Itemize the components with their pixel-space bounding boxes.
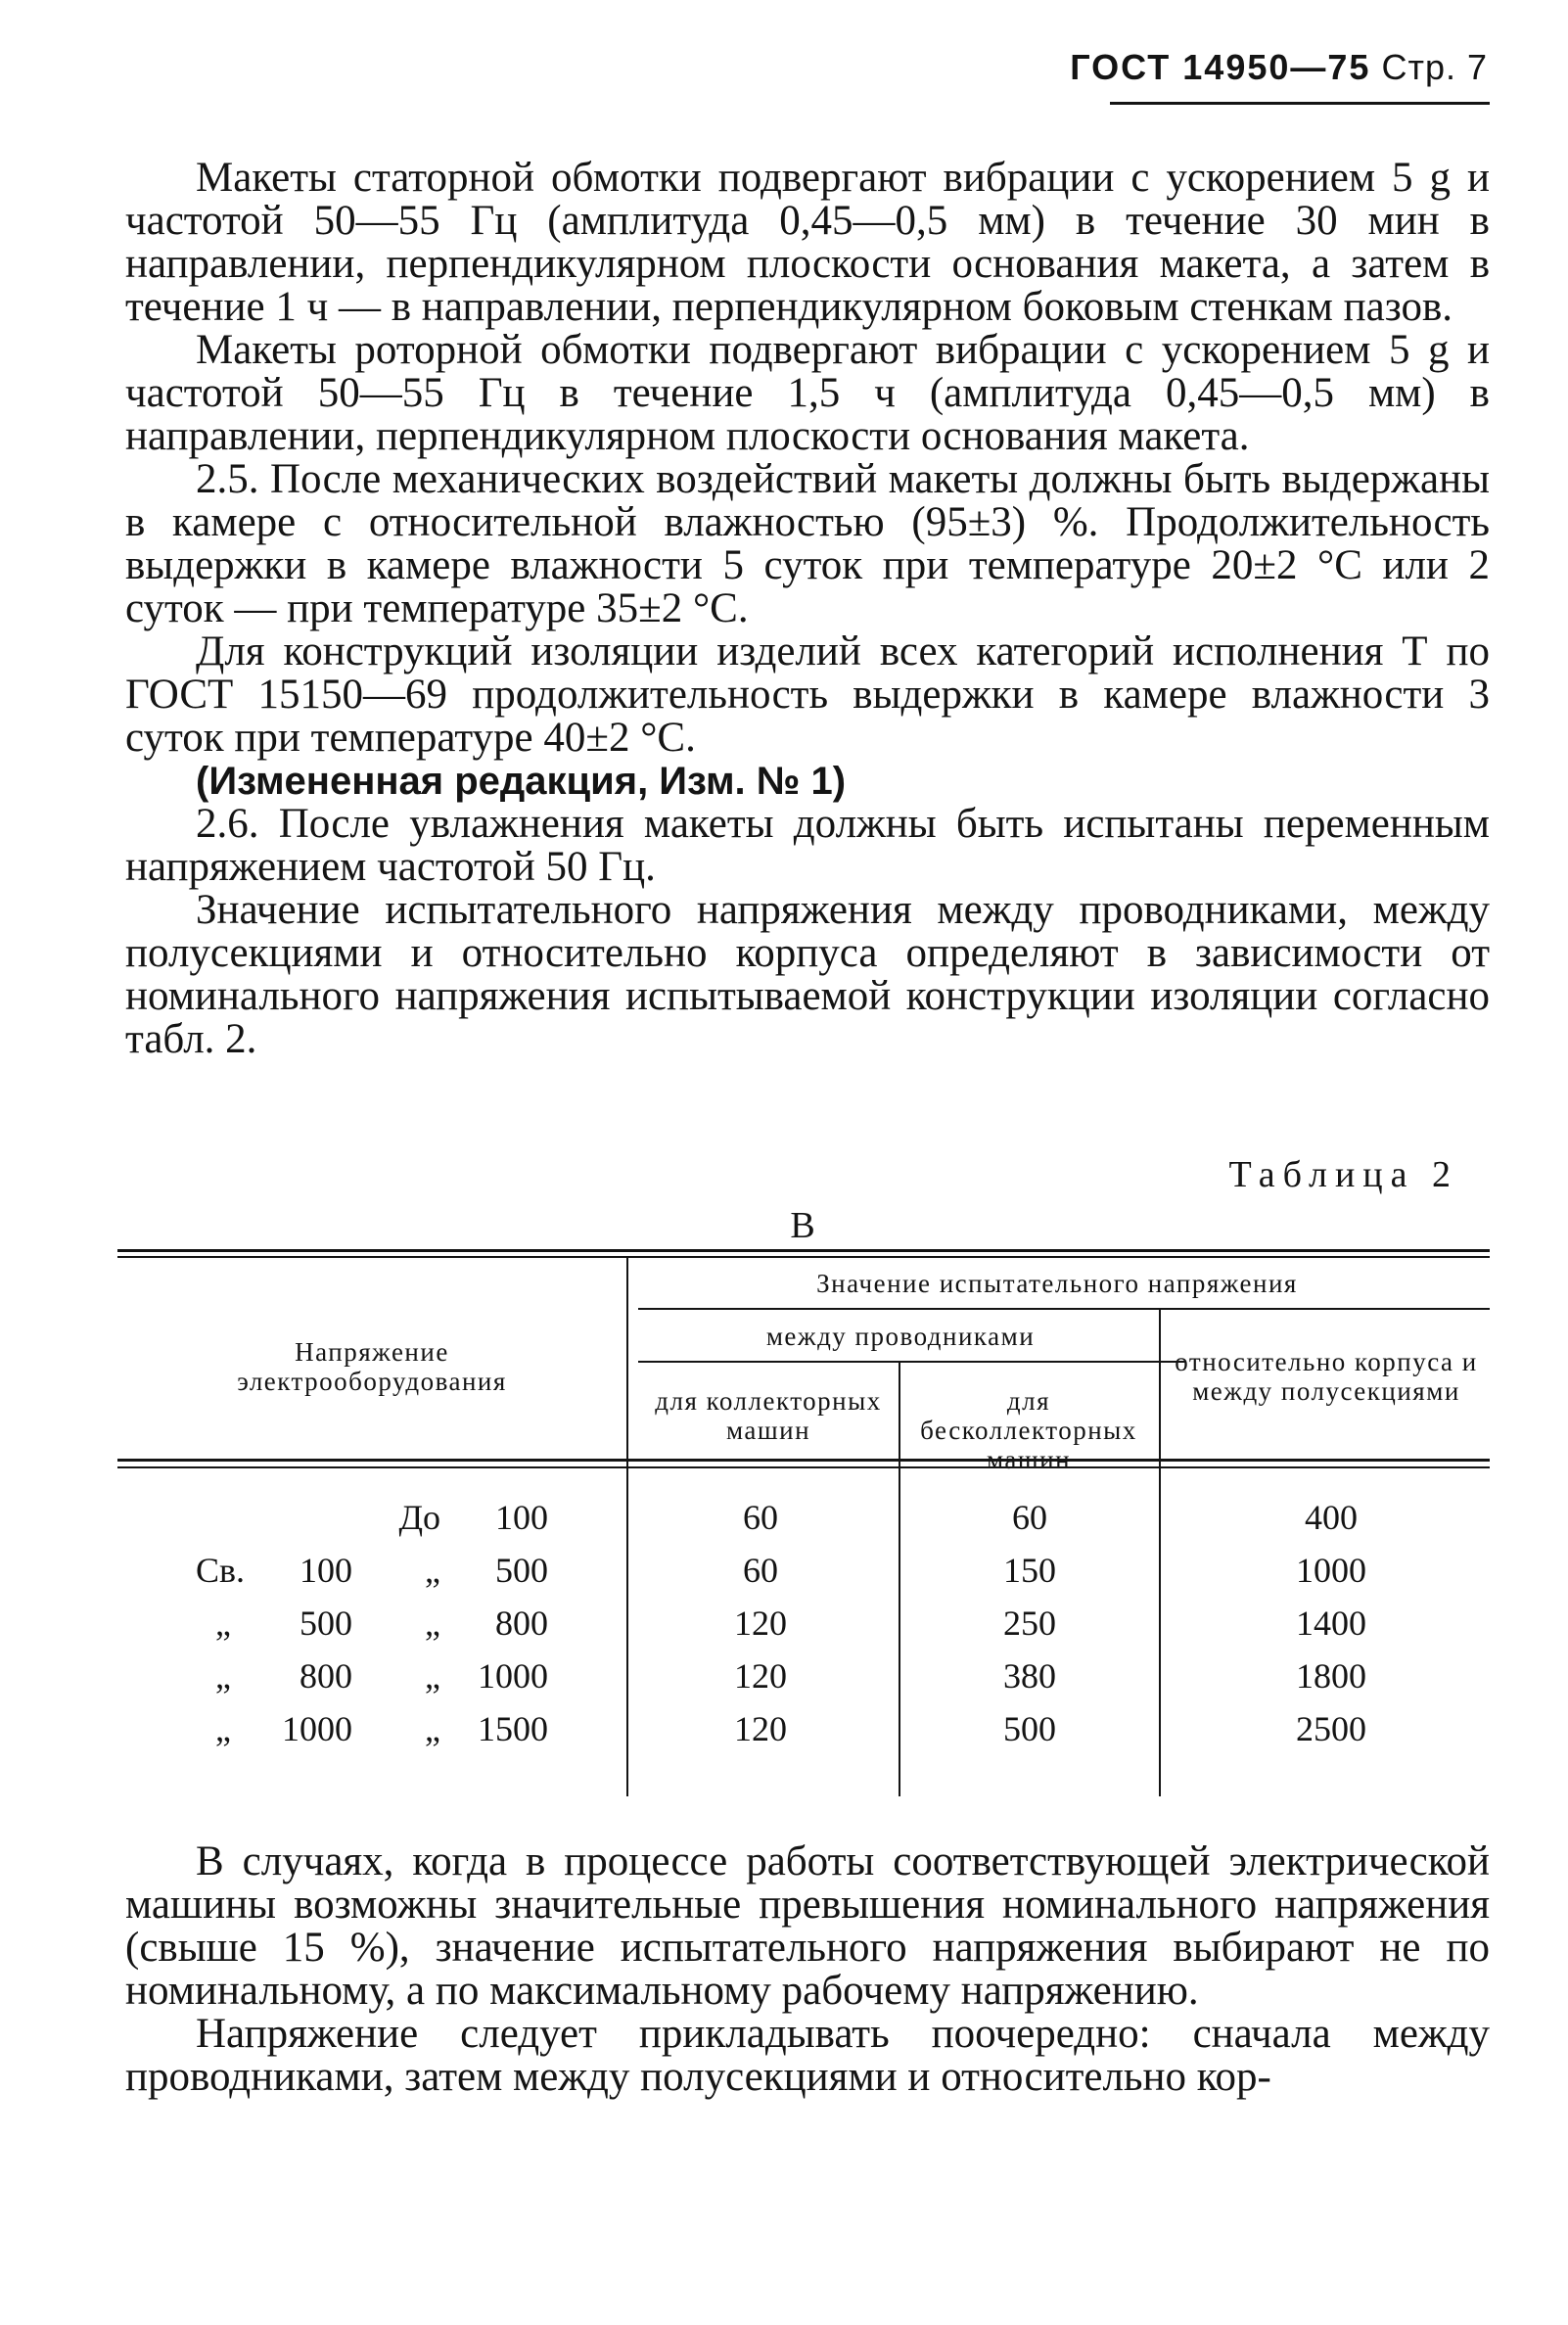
table-top-rule-inner [117,1256,1490,1258]
header-housing: относительно корпуса и между полусекциями [1175,1347,1478,1406]
cell-brushless: 380 [1003,1656,1056,1696]
row-to: 500 [495,1551,548,1590]
running-header [1057,47,1488,88]
header-test-value: Значение испытательного напряжения [816,1269,1298,1298]
test-voltage-table [117,1249,1490,1807]
cell-collector: 60 [743,1551,778,1590]
cell-housing: 1800 [1296,1656,1366,1696]
row-ditto: „ [425,1551,440,1590]
row-to: 1500 [478,1709,548,1748]
paragraph: Значение испытательного напряжения между проводниками, между полусекциями и относительно корпуса определяют в зависимости от номинального напряжения испытываемой конструкции изоляции согласно табл. 2. [125,887,1490,1062]
table-units: В [790,1205,815,1246]
header-bottom-rule-inner [117,1466,1490,1468]
paragraph: Макеты роторной обмотки подвергают вибрации с ускорением 5 g и частотой 50—55 Гц в течение 1,5 ч (амплитуда 0,45—0,5 мм) в направлении, перпендикулярном плоскости основания макета. [125,327,1490,459]
cell-collector: 60 [743,1498,778,1537]
paragraph: Напряжение следует прикладывать поочередно: сначала между проводниками, затем между полусекциями и относительно кор- [125,2011,1490,2100]
cell-brushless: 60 [1012,1498,1047,1537]
paragraph: Для конструкций изоляции изделий всех категорий исполнения Т по ГОСТ 15150—69 продолжительность выдержки в камере влажности 3 суток при температуре 40±2 °С. [125,628,1490,761]
cell-brushless: 500 [1003,1709,1056,1748]
header-voltage: Напряжение электрооборудования [237,1337,507,1396]
column-rule-1 [626,1256,628,1796]
column-rule-3 [1159,1308,1161,1796]
table-caption: Таблица 2 [1228,1154,1458,1195]
page-number: Стр. 7 [1381,47,1488,87]
row-from: 1000 [282,1709,352,1748]
body-text-top [125,157,1490,1061]
cell-housing: 2500 [1296,1709,1366,1748]
paragraph: В случаях, когда в процессе работы соответствующей электрической машины возможны значительные превышения номинального напряжения (свыше 15 %), значение испытательного напряжения выбирают не по номинальному, а по максимальному рабочему напряжению. [125,1838,1490,2014]
row-to: 1000 [478,1656,548,1696]
cell-collector: 120 [734,1604,787,1643]
header-rule-2 [638,1361,1186,1363]
cell-brushless: 150 [1003,1551,1056,1590]
row-from: 100 [300,1551,352,1590]
row-to: 800 [495,1604,548,1643]
row-prefix: „ [215,1656,231,1696]
row-prefix: Св. [196,1551,246,1590]
paragraph: Макеты статорной обмотки подвергают вибрации с ускорением 5 g и частотой 50—55 Гц (амплитуда 0,45—0,5 мм) в течение 30 мин в направлении, перпендикулярном плоскости основания макета, а затем в течение 1 ч — в направлении, перпендикулярном боковым стенкам пазов. [125,155,1490,330]
cell-housing: 400 [1305,1498,1358,1537]
header-brushless: для бесколлекторных машин [920,1386,1137,1474]
table-top-rule [117,1249,1490,1252]
amendment-note: (Измененная редакция, Изм. № 1) [196,760,847,803]
column-rule-2 [899,1361,900,1796]
header-collector: для коллекторных машин [655,1386,882,1445]
header-bottom-rule [117,1459,1490,1462]
cell-brushless: 250 [1003,1604,1056,1643]
cell-housing: 1000 [1296,1551,1366,1590]
row-ditto: „ [425,1656,440,1696]
row-ditto: „ [425,1709,440,1748]
header-rule-1 [638,1308,1490,1310]
cell-housing: 1400 [1296,1604,1366,1643]
body-text-bottom [125,1840,1490,2099]
row-from: 800 [300,1656,352,1696]
row-from: 500 [300,1604,352,1643]
row-to: 100 [495,1498,548,1537]
standard-number: ГОСТ 14950—75 [1070,47,1371,87]
row-prefix: „ [215,1709,231,1748]
row-ditto: „ [425,1604,440,1643]
header-rule [1110,102,1490,105]
paragraph: 2.5. После механических воздействий макеты должны быть выдержаны в камере с относительной влажностью (95±3) %. Продолжительность выдержки в камере влажности 5 суток при температуре 20±2 °С или 2 суток — при температуре 35±2 °С. [125,456,1490,631]
cell-collector: 120 [734,1709,787,1748]
paragraph: 2.6. После увлажнения макеты должны быть испытаны переменным напряжением частотой 50 Гц. [125,801,1490,890]
row-ditto: До [398,1498,440,1537]
cell-collector: 120 [734,1656,787,1696]
header-between-conductors: между проводниками [765,1322,1036,1351]
row-prefix: „ [215,1604,231,1643]
